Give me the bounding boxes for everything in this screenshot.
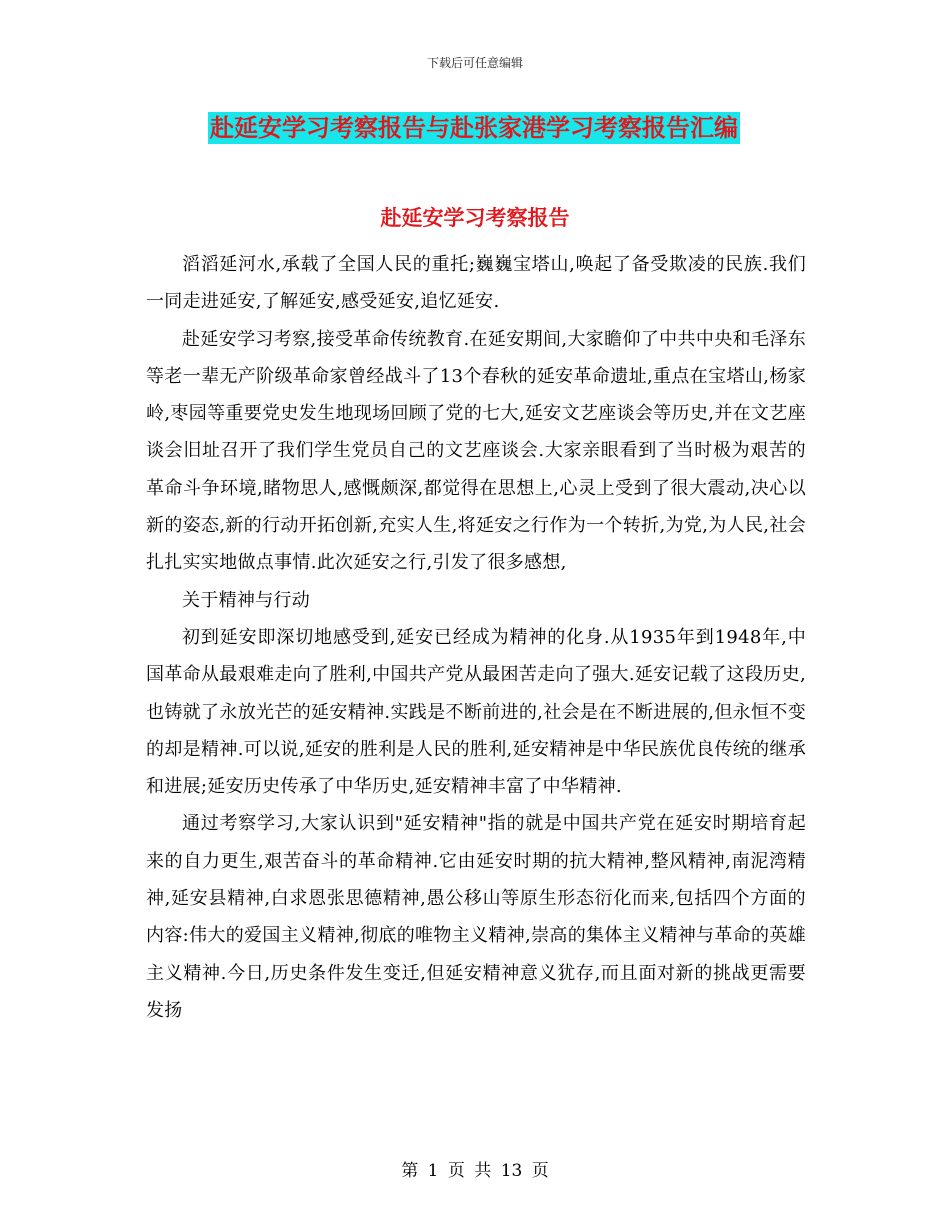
body-text xyxy=(146,246,806,1029)
paragraph: 初到延安即深切地感受到,延安已经成为精神的化身.从1935年到1948年,中国革命从最艰难走向了胜利,中国共产党从最困苦走向了强大.延安记载了这段历史,也铸就了永放光芒的延安精神.实践是不断前进的,社会是在不断进展的,但永恒不变的却是精神.可以说,延安的胜利是人民的胜利,延安精神是中华民族优良传统的继承和进展;延安历史传承了中华历史,延安精神丰富了中华精神. xyxy=(146,626,806,798)
subheading: 关于精神与行动 xyxy=(182,589,311,611)
page-number-footer: 第 1 页 共 13 页 xyxy=(401,1161,549,1181)
header-note: 下载后可任意编辑 xyxy=(426,56,523,70)
paragraph: 通过考察学习,大家认识到"延安精神"指的就是中国共产党在延安时期培育起来的自力更生,艰苦奋斗的革命精神.它由延安时期的抗大精神,整风精神,南泥湾精神,延安县精神,白求恩张思德精神,愚公移山等原生形态衍化而来,包括四个方面的内容:伟大的爱国主义精神,彻底的唯物主义精神,崇高的集体主义精神与革命的英雄主义精神.今日,历史条件发生变迁,但延安精神意义犹存,而且面对新的挑战更需要发扬 xyxy=(146,813,806,1021)
paragraph: 赴延安学习考察,接受革命传统教育.在延安期间,大家瞻仰了中共中央和毛泽东等老一辈无产阶级革命家曾经战斗了13个春秋的延安革命遗址,重点在宝塔山,杨家岭,枣园等重要党史发生地现场回顾了党的七大,延安文艺座谈会等历史,并在文艺座谈会旧址召开了我们学生党员自己的文艺座谈会.大家亲眼看到了当时极为艰苦的革命斗争环境,睹物思人,感慨颇深,都觉得在思想上,心灵上受到了很大震动,决心以新的姿态,新的行动开拓创新,充实人生,将延安之行作为一个转折,为党,为人民,社会扎扎实实地做点事情.此次延安之行,引发了很多感想, xyxy=(146,328,806,574)
section-title: 赴延安学习考察报告 xyxy=(380,206,570,230)
paragraph: 滔滔延河水,承载了全国人民的重托;巍巍宝塔山,唤起了备受欺凌的民族.我们一同走进延安,了解延安,感受延安,追忆延安. xyxy=(146,254,806,313)
document-title: 赴延安学习考察报告与赴张家港学习考察报告汇编 xyxy=(210,114,738,142)
